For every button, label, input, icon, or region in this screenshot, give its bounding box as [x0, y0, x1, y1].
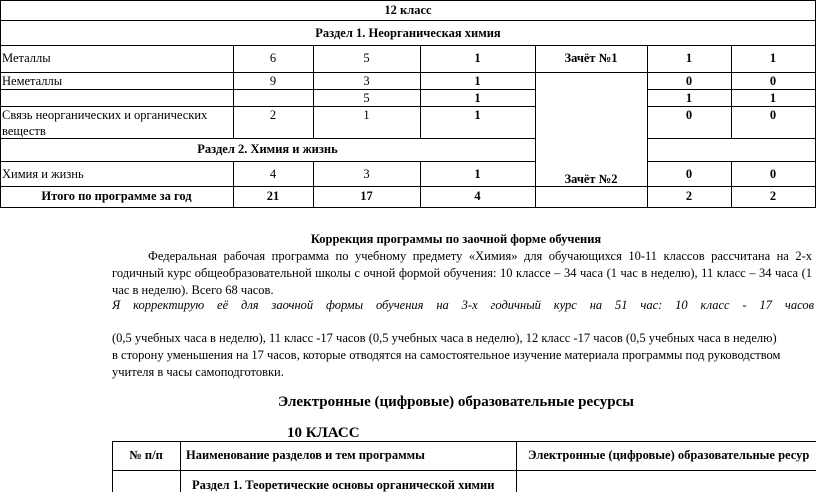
col-number-header: № п/п — [129, 448, 163, 462]
row-value: 1 — [685, 91, 693, 105]
credit-2: Зачёт №2 — [564, 172, 618, 186]
row-value: 6 — [269, 51, 277, 65]
total-value: 2 — [769, 189, 777, 203]
row-value: 4 — [269, 167, 277, 181]
row-value: 0 — [769, 108, 777, 122]
total-value: 2 — [685, 189, 693, 203]
correction-paragraph-2 — [112, 297, 814, 314]
section-2-title: Раздел 2. Химия и жизнь — [197, 142, 338, 156]
row-value: 9 — [269, 74, 277, 88]
row-value: 0 — [685, 74, 693, 88]
total-label: Итого по программе за год — [41, 189, 192, 203]
col-name-header: Наименование разделов и тем программы — [186, 448, 425, 462]
row-value: 5 — [363, 91, 370, 105]
section-1-title: Раздел 1. Неорганическая химия — [315, 26, 501, 40]
row-value: 0 — [685, 167, 693, 181]
row-name: Связь неорганических и органических веществ — [2, 108, 208, 138]
row-value: 1 — [474, 91, 481, 105]
row-value: 2 — [269, 108, 277, 122]
total-value: 21 — [266, 189, 280, 203]
credit-1: Зачёт №1 — [564, 51, 618, 65]
row-value: 1 — [474, 167, 481, 181]
correction-paragraph-2b: (0,5 учебных часа в неделю), 11 класс -17 часов (0,5 учебных часа в неделю), 12 класс -17 часов (0,5 учебных часа в неделю) — [112, 331, 777, 345]
row-value: 1 — [363, 108, 370, 122]
row-value: 1 — [685, 51, 693, 65]
row-value: 1 — [769, 51, 777, 65]
row-value: 1 — [769, 91, 777, 105]
col-resources-header: Электронные (цифровые) образовательные ресур — [528, 448, 810, 462]
table-title: 12 класс — [384, 3, 432, 17]
resources-heading: Электронные (цифровые) образовательные ресурсы — [278, 394, 634, 410]
row-value: 3 — [363, 74, 370, 88]
correction-paragraph-2c: в сторону уменьшения на 17 часов, которые отводятся на самостоятельное изучение материала программы под руководством — [112, 348, 781, 362]
row-value: 5 — [363, 51, 370, 65]
correction-paragraph-1: Федеральная рабочая программа по учебному предмету «Химия» для обучающихся 10-11 классов рассчитана на 2-х годичный курс общеобразовательной школы с очной формой обучения: 10 классе – 34 часа (1 час в неделю), 11 класс – 34 часа (1 час в неделю). Всего 68 часов. — [112, 249, 812, 297]
correction-paragraph-2d: учителя в часы самоподготовки. — [112, 365, 284, 379]
correction-paragraph-2-line: Я корректирую её для заочной формы обучения на 3-х годичный курс на 51 час: 10 класс - 17 часов — [112, 298, 814, 312]
class-10-title: 10 КЛАСС — [287, 425, 360, 441]
row-value: 1 — [474, 51, 481, 65]
correction-heading: Коррекция программы по заочной форме обучения — [310, 232, 602, 246]
row-value: 1 — [474, 108, 481, 122]
row-name: Неметаллы — [2, 74, 63, 88]
resources-section-1: Раздел 1. Теоретические основы органической химии — [192, 478, 495, 492]
total-value: 4 — [474, 189, 481, 203]
total-value: 17 — [360, 189, 373, 203]
row-name: Химия и жизнь — [2, 167, 84, 181]
row-value: 0 — [769, 167, 777, 181]
row-name: Металлы — [2, 51, 51, 65]
row-value: 0 — [685, 108, 693, 122]
row-value: 3 — [363, 167, 370, 181]
row-value: 0 — [769, 74, 777, 88]
row-value: 1 — [474, 74, 481, 88]
